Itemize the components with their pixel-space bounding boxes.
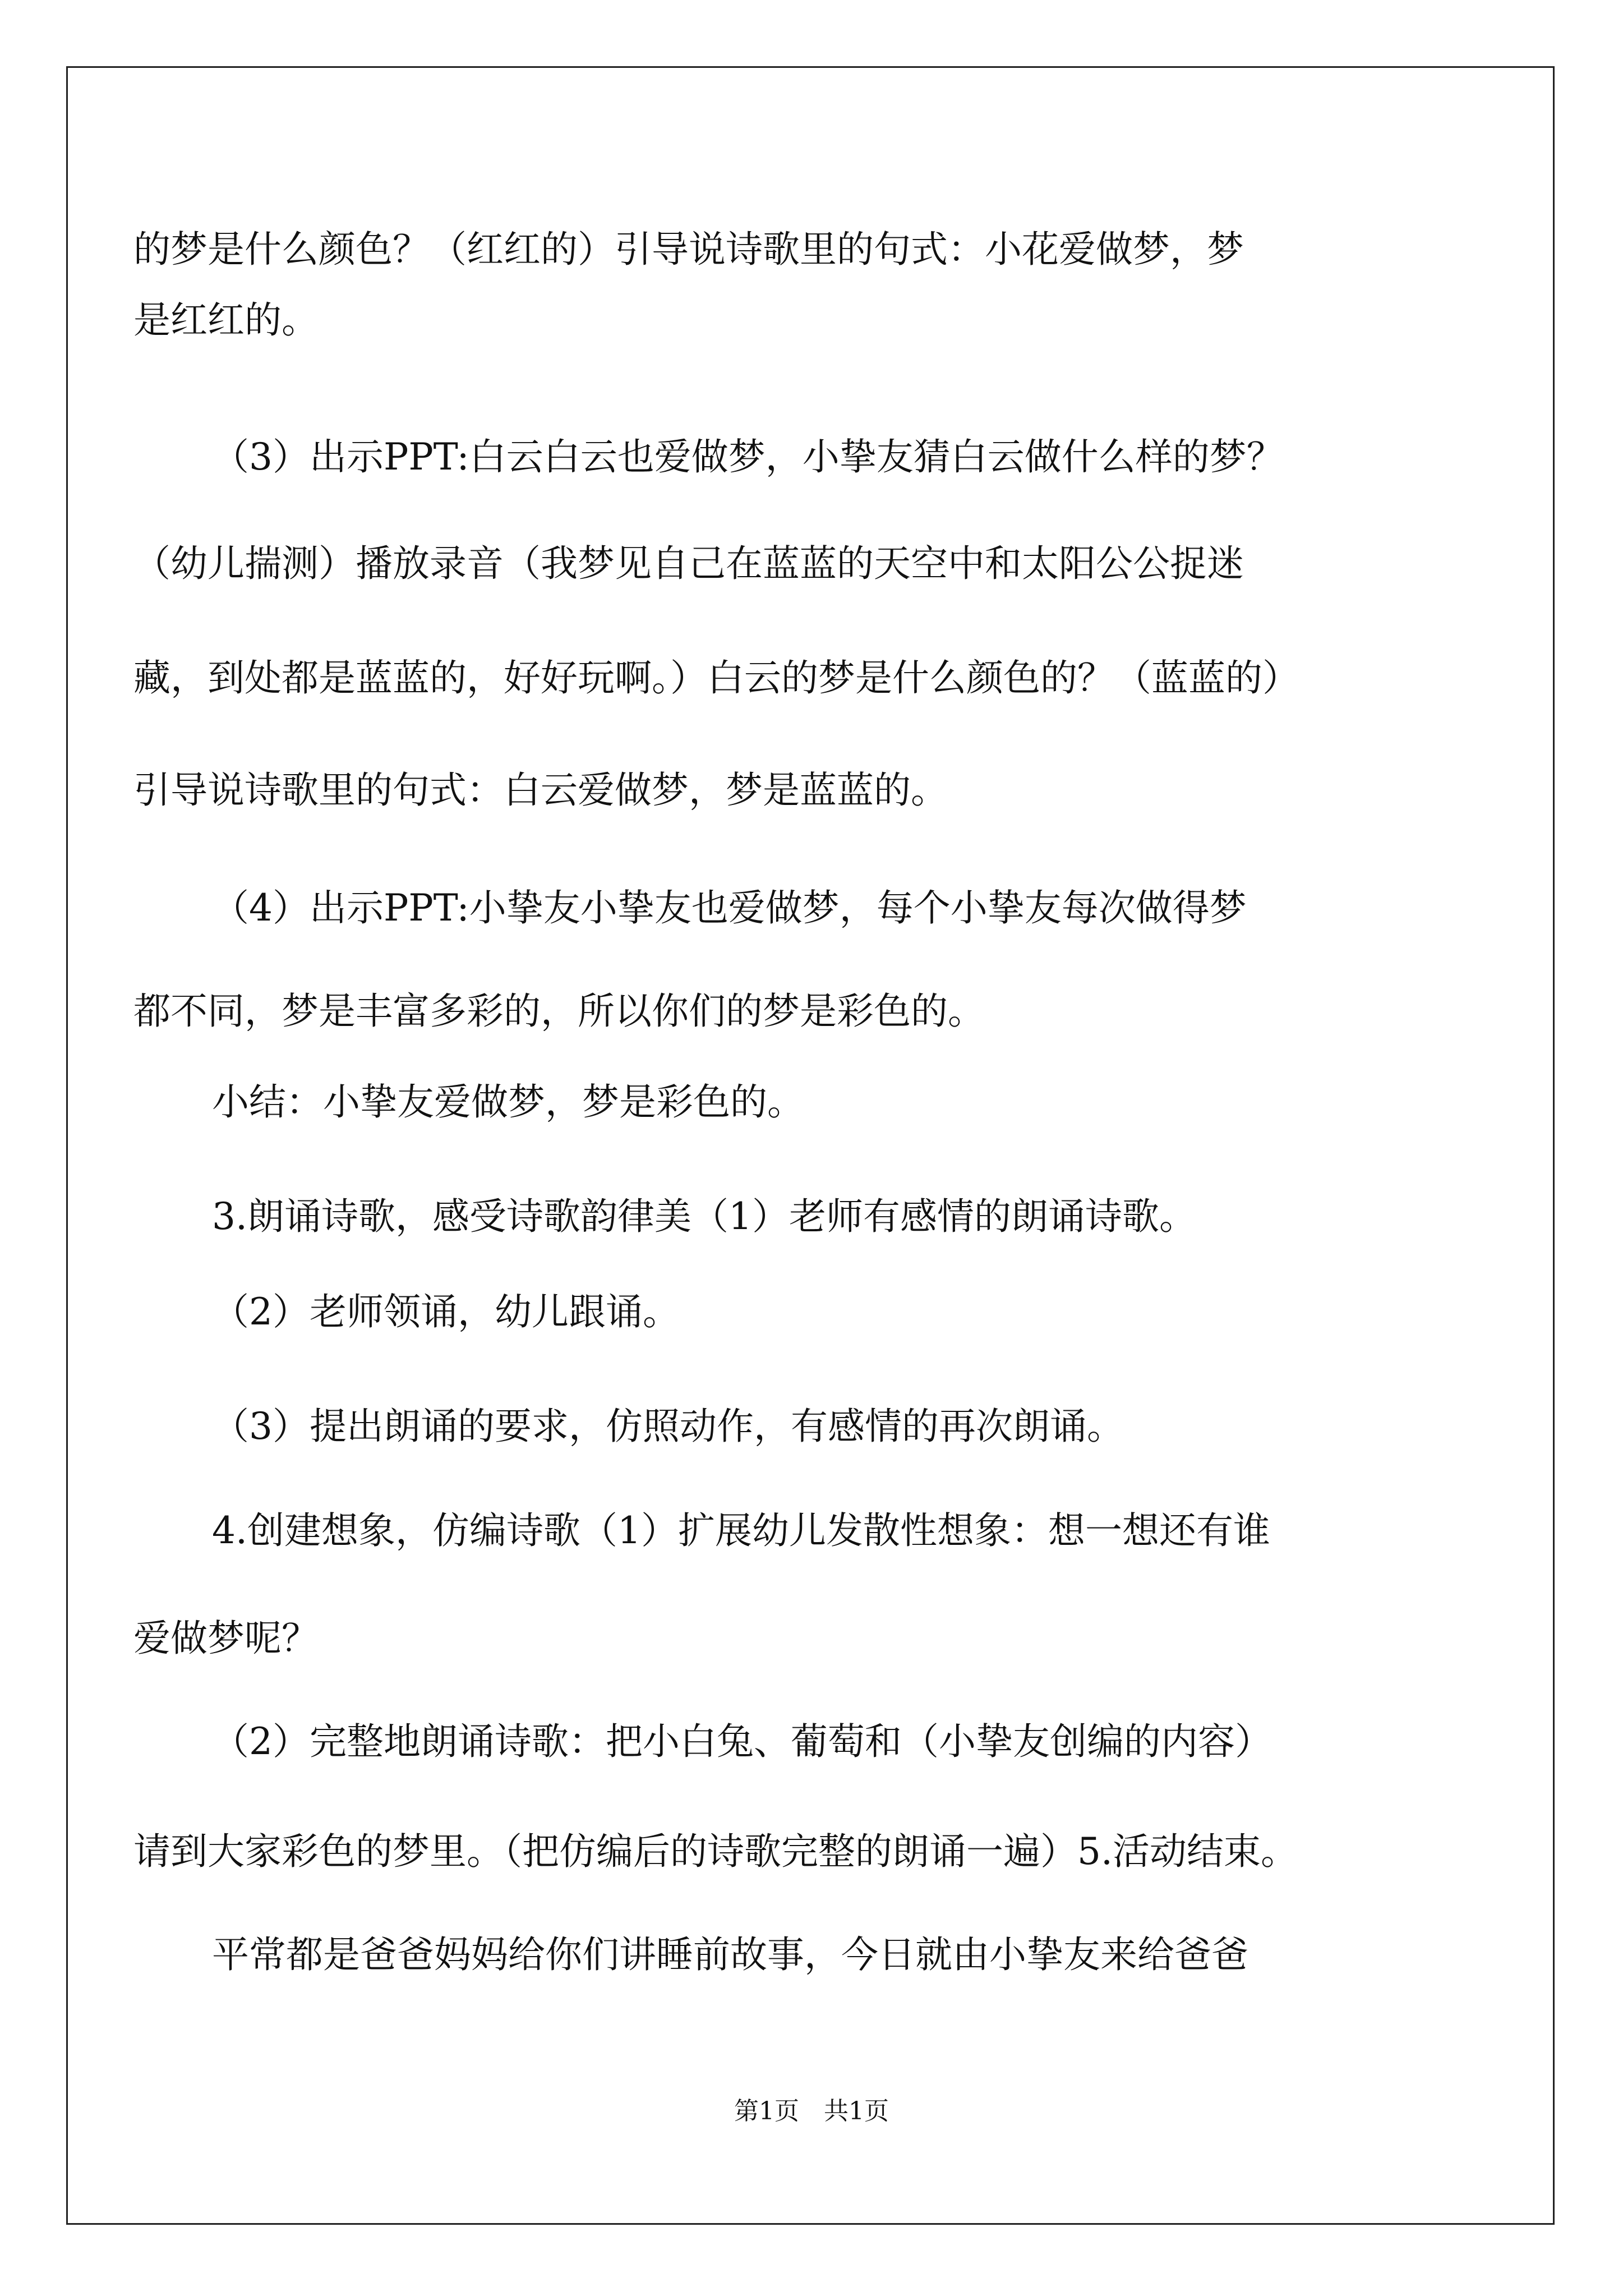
text-line: 爱做梦呢？ <box>133 1617 319 1660</box>
text-line: 都不同，梦是丰富多彩的，所以你们的梦是彩色的。 <box>133 990 985 1033</box>
text-line: （3）提出朗诵的要求，仿照动作，有感情的再次朗诵。 <box>212 1405 1124 1448</box>
page-border <box>66 66 1555 2225</box>
text-line: 的梦是什么颜色？（红红的）引导说诗歌里的句式：小花爱做梦，梦 <box>133 228 1244 271</box>
text-line: 小结：小挚友爱做梦，梦是彩色的。 <box>212 1080 804 1124</box>
text-line: 4.创建想象，仿编诗歌（1）扩展幼儿发散性想象：想一想还有谁 <box>212 1509 1270 1552</box>
text-line: 请到大家彩色的梦里。（把仿编后的诗歌完整的朗诵一遍）5.活动结束。 <box>133 1830 1298 1873</box>
text-line: （3）出示PPT:白云白云也爱做梦，小挚友猜白云做什么样的梦？ <box>212 435 1284 478</box>
text-line: 平常都是爸爸妈妈给你们讲睡前故事，今日就由小挚友来给爸爸 <box>212 1933 1248 1976</box>
text-line: （2）完整地朗诵诗歌：把小白兔、葡萄和（小挚友创编的内容） <box>212 1720 1272 1763</box>
page-number-footer: 第1页 共1页 <box>734 2097 889 2125</box>
text-line: 引导说诗歌里的句式：白云爱做梦，梦是蓝蓝的。 <box>133 769 948 812</box>
text-line: 3.朗诵诗歌，感受诗歌韵律美（1）老师有感情的朗诵诗歌。 <box>212 1195 1196 1238</box>
text-line: （4）出示PPT:小挚友小挚友也爱做梦，每个小挚友每次做得梦 <box>212 886 1247 930</box>
text-line: （幼儿揣测）播放录音（我梦见自己在蓝蓝的天空中和太阳公公捉迷 <box>133 542 1244 585</box>
text-line: （2）老师领诵，幼儿跟诵。 <box>212 1290 680 1333</box>
text-line: 是红红的。 <box>133 298 319 342</box>
text-line: 藏，到处都是蓝蓝的，好好玩啊。）白云的梦是什么颜色的？（蓝蓝的） <box>133 656 1299 700</box>
